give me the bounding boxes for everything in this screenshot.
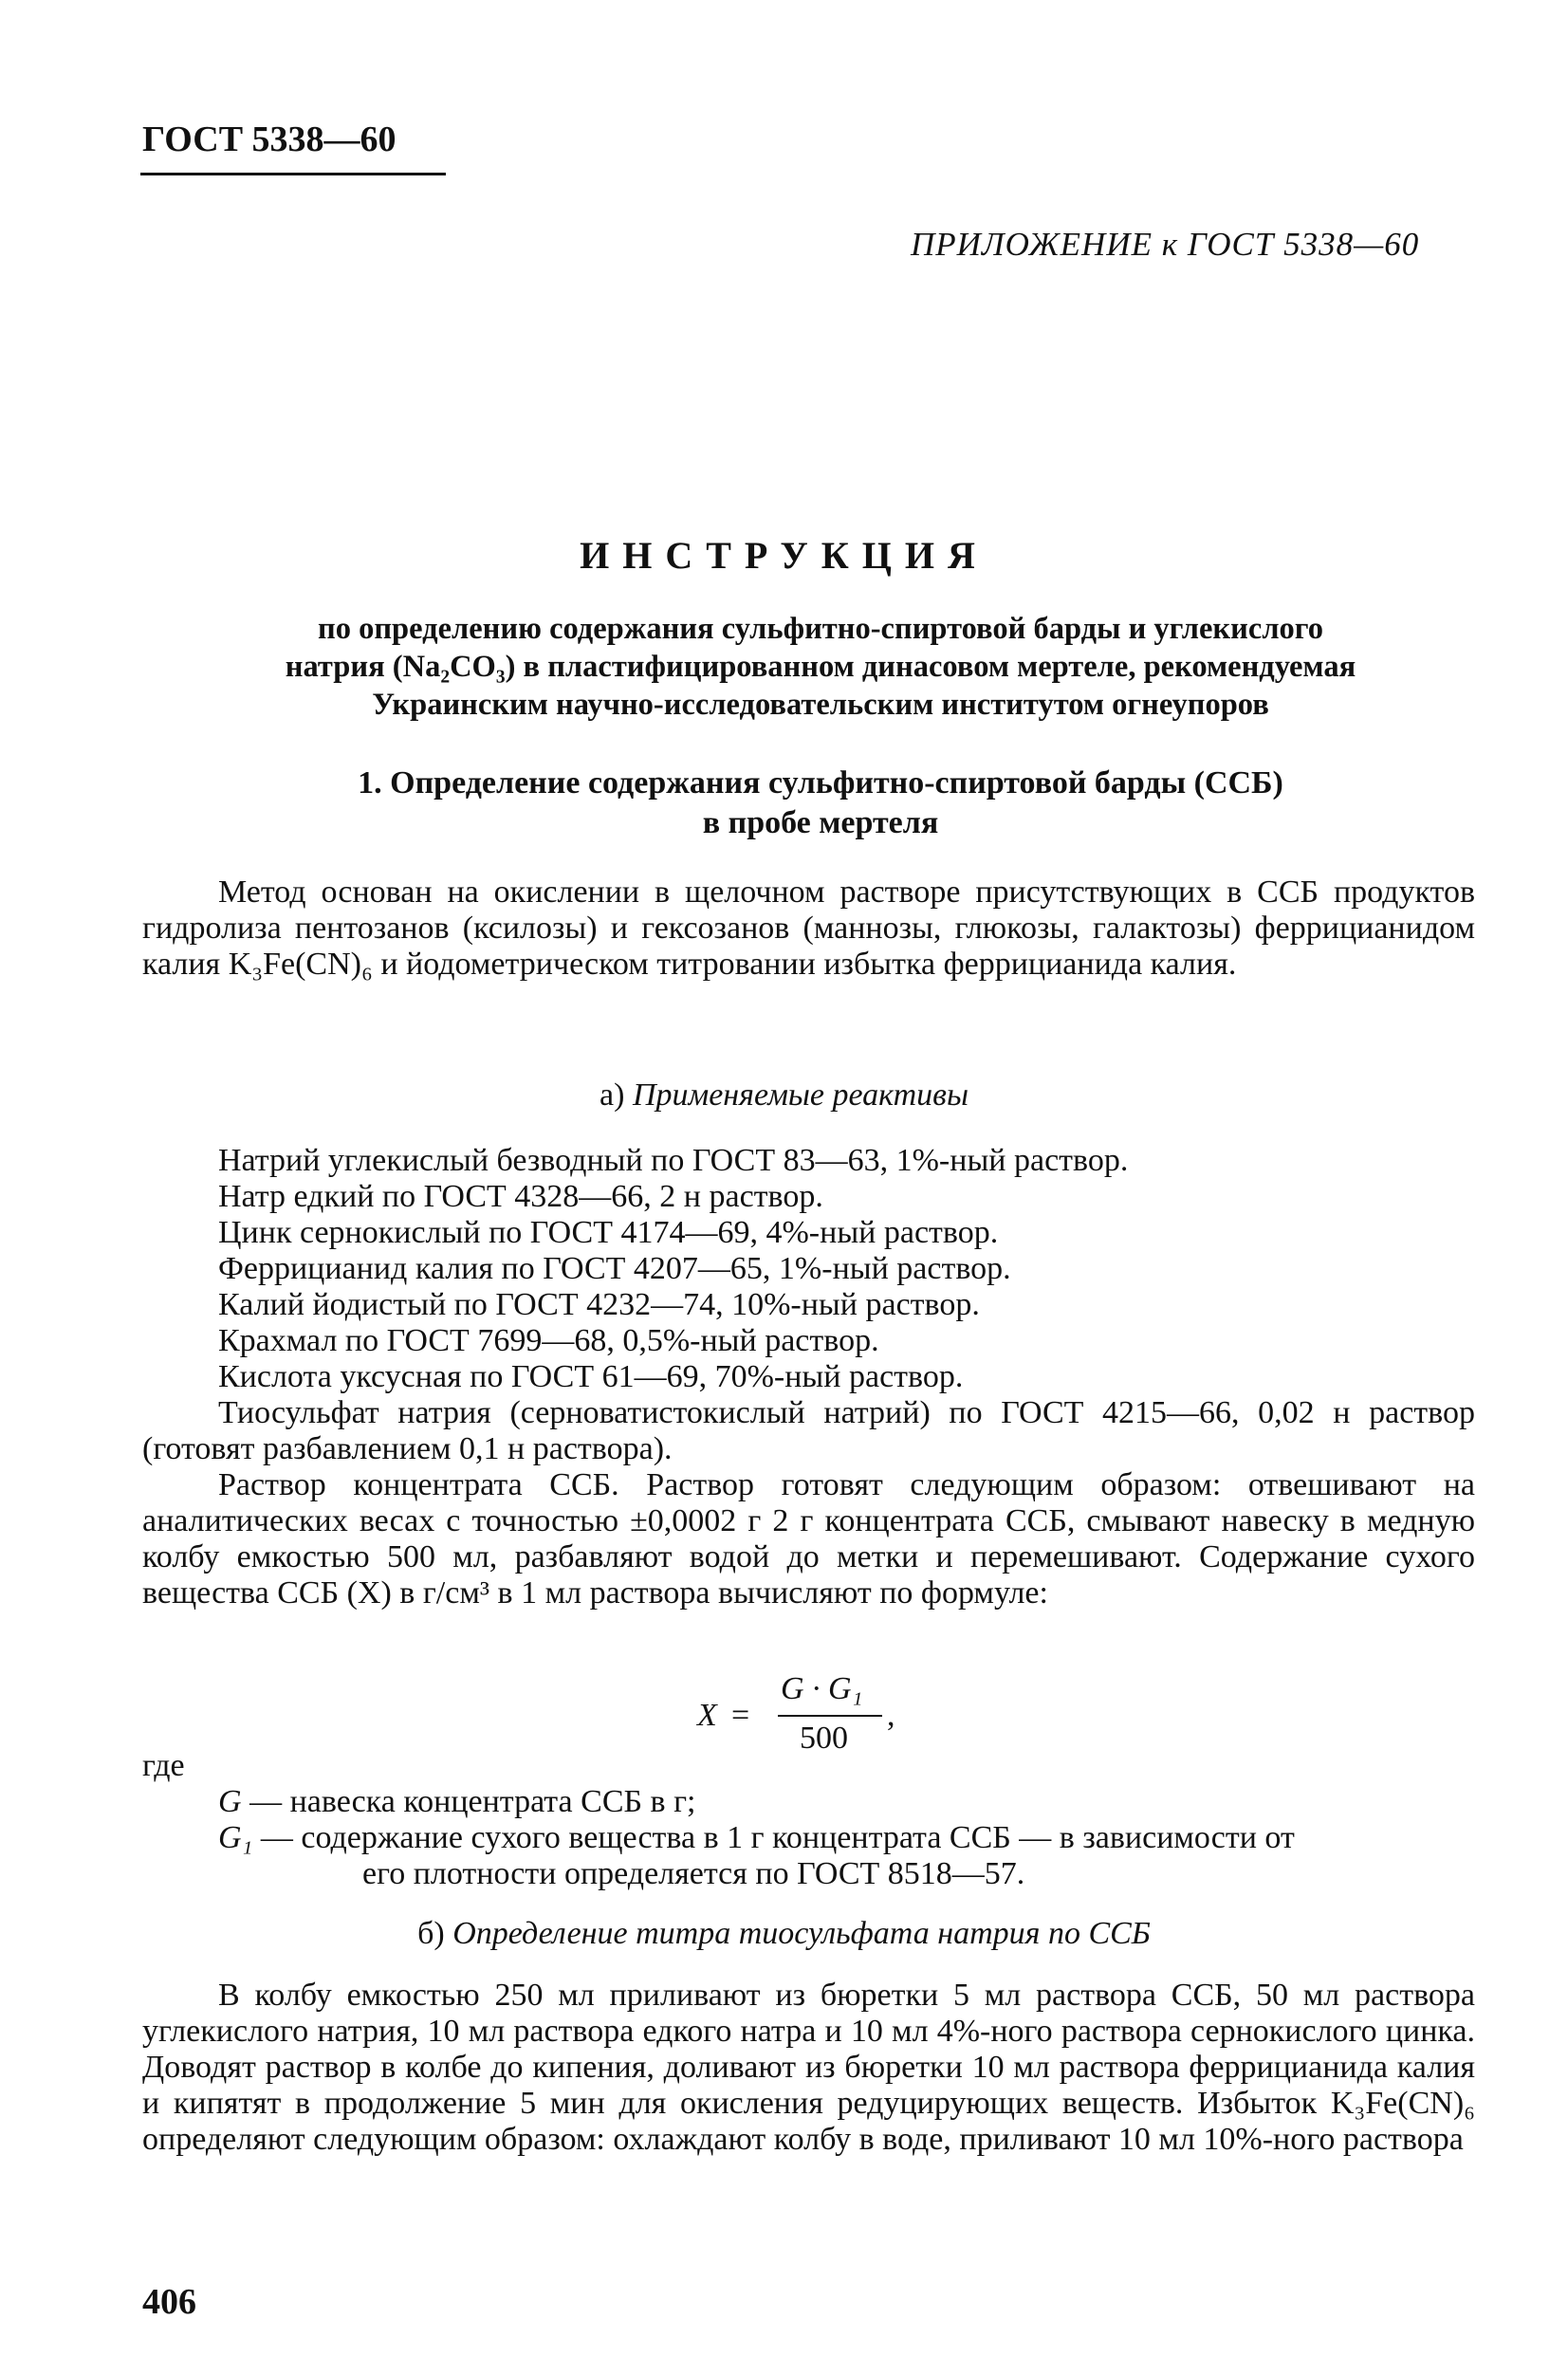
- section-heading: [180, 764, 1461, 843]
- reagent-item: Крахмал по ГОСТ 7699—68, 0,5%-ный раствор.: [218, 1323, 879, 1358]
- reagent-item: Калий йодистый по ГОСТ 4232—74, 10%-ный раствор.: [218, 1287, 980, 1322]
- appendix-heading: ПРИЛОЖЕНИЕ к ГОСТ 5338—60: [911, 226, 1420, 263]
- formula-lhs: X: [697, 1698, 717, 1733]
- where-label: где: [142, 1748, 185, 1783]
- concentrate-paragraph: Раствор концентрата ССБ. Раствор готовят следующим образом: отвешивают на аналитических весах с точностью ±0,0002 г 2 г концентрата ССБ, смывают навеску в медную колбу емкостью 500 мл, разбавляют водой до метки и перемешивают. Содержание сухого вещества ССБ (X) в г/см³ в 1 мл раствора вычисляют по формуле:: [142, 1467, 1475, 1611]
- definition-symbol: G₁: [218, 1820, 253, 1855]
- subsection-b-heading: [0, 1916, 1568, 1952]
- thiosulfate-paragraph: Тиосульфат натрия (серноватистокислый натрий) по ГОСТ 4215—66, 0,02 н раствор (готовят разбавлением 0,1 н раствора).: [142, 1395, 1475, 1466]
- reagent-item: Натр едкий по ГОСТ 4328—66, 2 н раствор.: [218, 1179, 823, 1214]
- subsection-title: Применяемые реактивы: [632, 1077, 968, 1113]
- definition-text: — навеска концентрата ССБ в г;: [241, 1784, 696, 1819]
- definition-item: [218, 1784, 1480, 1820]
- formula: [697, 1671, 982, 1776]
- document-subtitle: [180, 610, 1461, 724]
- definition-symbol: G: [218, 1784, 242, 1819]
- subtitle-line: по определению содержания сульфитно-спиртовой барды и углекислого: [317, 612, 1323, 646]
- formula-denominator: 500: [800, 1721, 848, 1756]
- subsection-title: Определение титра тиосульфата натрия по ССБ: [452, 1916, 1151, 1951]
- standard-code: ГОСТ 5338—60: [142, 120, 397, 159]
- procedure-paragraph: В колбу емкостью 250 мл приливают из бюретки 5 мл раствора ССБ, 50 мл раствора углекислого натрия, 10 мл раствора едкого натра и 10 мл 4%-ного раствора сернокислого цинка. Доводят раствор в колбе до кипения, доливают из бюретки 10 мл раствора феррицианида калия и кипятят в продолжение 5 мин для окисления редуцирующих веществ. Избыток K₃Fe(CN)₆ определяют следующим образом: охлаждают колбу в воде, приливают 10 мл 10%-ного раствора: [142, 1978, 1475, 2157]
- page-number: 406: [142, 2282, 196, 2322]
- subsection-letter: б): [417, 1916, 445, 1951]
- formula-numerator: G · G₁: [781, 1671, 863, 1706]
- subsection-letter: а): [600, 1077, 625, 1113]
- definition-text: — содержание сухого вещества в 1 г концентрата ССБ — в зависимости от: [252, 1820, 1295, 1855]
- reagent-item: Кислота уксусная по ГОСТ 61—69, 70%-ный раствор.: [218, 1359, 964, 1394]
- definition-continuation: его плотности определяется по ГОСТ 8518—57.: [362, 1856, 1025, 1891]
- formula-equals: =: [731, 1698, 750, 1733]
- formula-trail: ,: [887, 1698, 895, 1733]
- subtitle-line: Украинским научно-исследовательским институтом огнеупоров: [372, 688, 1269, 722]
- header-rule: [140, 173, 446, 175]
- reagent-item: Феррицианид калия по ГОСТ 4207—65, 1%-ный раствор.: [218, 1251, 1011, 1286]
- fraction-bar: [778, 1715, 882, 1717]
- section-heading-line: 1. Определение содержания сульфитно-спиртовой барды (ССБ): [358, 765, 1283, 801]
- reagent-item: Натрий углекислый безводный по ГОСТ 83—63, 1%-ный раствор.: [218, 1143, 1129, 1178]
- section-heading-line: в пробе мертеля: [702, 805, 939, 840]
- method-paragraph: Метод основан на окислении в щелочном растворе присутствующих в ССБ продуктов гидролиза пентозанов (ксилозы) и гексозанов (маннозы, глюкозы, галактозы) феррицианидом калия K₃Fe(CN)₆ и йодометрическом титровании избытка феррицианида калия.: [142, 875, 1475, 982]
- document-title: ИНСТРУКЦИЯ: [580, 534, 988, 577]
- reagent-item: Цинк сернокислый по ГОСТ 4174—69, 4%-ный раствор.: [218, 1215, 999, 1250]
- subsection-a-heading: [0, 1077, 1568, 1114]
- definition-item: [218, 1820, 1480, 1856]
- subtitle-line: натрия (Na₂CO₃) в пластифицированном динасовом мертеле, рекомендуемая: [285, 650, 1356, 684]
